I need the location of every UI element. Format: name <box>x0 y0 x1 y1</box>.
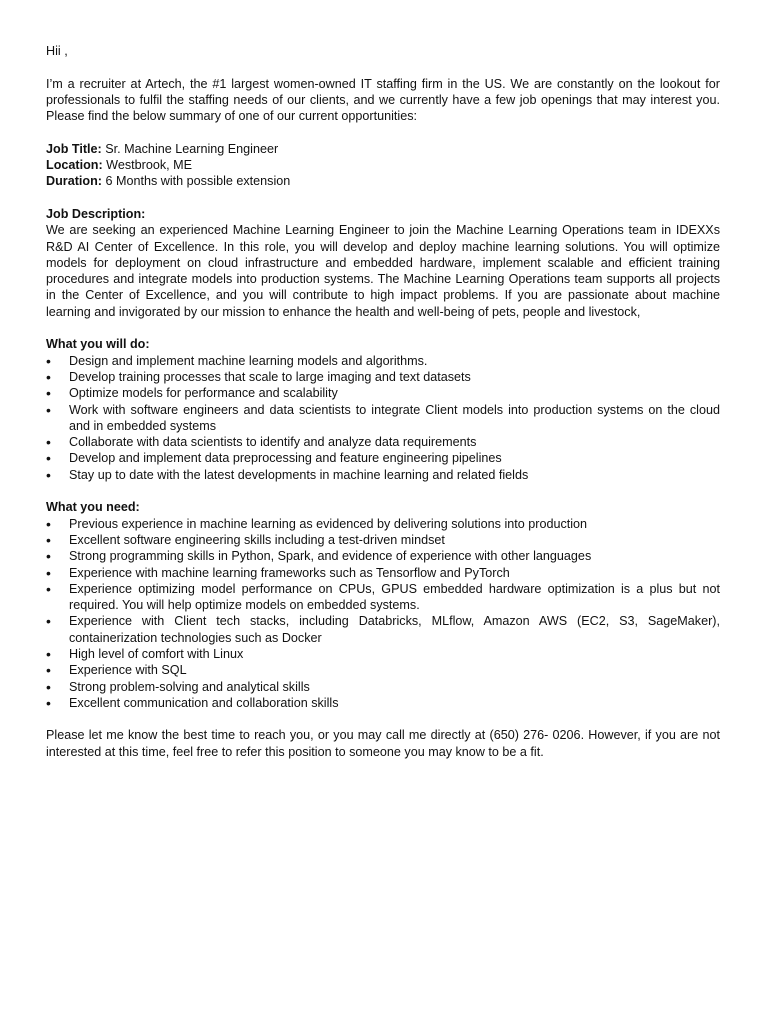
duration-line <box>46 173 720 189</box>
bullet-icon: • <box>46 401 51 418</box>
job-description-heading: Job Description: <box>46 206 146 221</box>
bullet-icon: • <box>46 368 51 385</box>
bullet-icon: • <box>46 580 51 597</box>
list-item: • Experience with machine learning frameworks such as Tensorflow and PyTorch <box>46 564 510 581</box>
bullet-icon: • <box>46 515 51 532</box>
list-item: • Develop training processes that scale to large imaging and text datasets <box>46 368 471 385</box>
job-title-value: Sr. Machine Learning Engineer <box>101 141 279 156</box>
bullet-icon: • <box>46 662 51 679</box>
bullet-icon: • <box>46 450 51 467</box>
list-item: • Strong problem-solving and analytical skills <box>46 678 310 695</box>
list-item: • Collaborate with data scientists to identify and analyze data requirements <box>46 434 477 451</box>
bullet-icon: • <box>46 694 51 711</box>
email-body <box>46 43 720 760</box>
job-title-line <box>46 141 720 157</box>
need-list <box>46 516 720 712</box>
list-item: • High level of comfort with Linux <box>46 645 244 662</box>
closing-paragraph: Please let me know the best time to reach you, or you may call me directly at (650) 276- 0206. However, if you are not interested at this time, feel free to refer this position to someone you may know to be a fit. <box>46 728 720 759</box>
job-summary <box>46 141 720 190</box>
duration-label: Duration: <box>46 174 102 189</box>
list-item: • Experience optimizing model performance on CPUs, GPUS embedded hardware optimization is a plus but not required. You will help optimize models on embedded systems. <box>46 580 720 613</box>
list-item: • Excellent communication and collaboration skills <box>46 694 339 711</box>
bullet-icon: • <box>46 613 51 630</box>
greeting: Hii , <box>46 44 68 58</box>
list-item: • Stay up to date with the latest developments in machine learning and related fields <box>46 466 529 483</box>
intro-paragraph: I’m a recruiter at Artech, the #1 largest women-owned IT staffing firm in the US. We are constantly on the lookout for professionals to fulfil the staffing needs of our clients, and we currently have a few job openings that may interest you. Please find the below summary of one of our current opportunities: <box>46 76 720 124</box>
will-do-list <box>46 353 720 483</box>
bullet-icon: • <box>46 531 51 548</box>
list-item: • Develop and implement data preprocessing and feature engineering pipelines <box>46 450 502 467</box>
bullet-icon: • <box>46 564 51 581</box>
location-value: Westbrook, ME <box>102 158 193 173</box>
bullet-icon: • <box>46 434 51 451</box>
location-label: Location: <box>46 158 103 173</box>
list-item: • Optimize models for performance and scalability <box>46 385 338 402</box>
bullet-icon: • <box>46 385 51 402</box>
list-item: • Strong programming skills in Python, Spark, and evidence of experience with other languages <box>46 548 592 565</box>
job-title-label: Job Title: <box>46 141 102 156</box>
need-heading: What you need: <box>46 500 140 515</box>
location-line <box>46 157 720 173</box>
list-item: • Previous experience in machine learning as evidenced by delivering solutions into production <box>46 515 588 532</box>
bullet-icon: • <box>46 548 51 565</box>
bullet-icon: • <box>46 678 51 695</box>
job-description <box>46 206 720 320</box>
will-do-section <box>46 336 720 483</box>
bullet-icon: • <box>46 645 51 662</box>
list-item: • Work with software engineers and data scientists to integrate Client models into production systems on the cloud and in embedded systems <box>46 401 720 433</box>
bullet-icon: • <box>46 352 51 369</box>
will-do-heading: What you will do: <box>46 337 150 352</box>
list-item: • Design and implement machine learning models and algorithms. <box>46 352 428 369</box>
list-item: • Excellent software engineering skills including a test-driven mindset <box>46 531 445 548</box>
need-section <box>46 499 720 711</box>
list-item: • Experience with SQL <box>46 662 187 679</box>
list-item: • Experience with Client tech stacks, including Databricks, MLflow, Amazon AWS (EC2, S3, SageMaker), containerization technologies such as Docker <box>46 613 720 645</box>
bullet-icon: • <box>46 466 51 483</box>
job-description-text: We are seeking an experienced Machine Learning Engineer to join the Machine Learning Operations team in IDEXXs R&D AI Center of Excellence. In this role, you will develop and deploy machine learning solutions. You will optimize models for deployment on cloud infrastructure and embedded hardware, implement scalable and efficient training procedures and integrate models into production systems. The Machine Learning Operations team supports all projects in the Center of Excellence, and you will contribute to high impact problems. If you are passionate about machine learning and invigorated by our mission to enhance the health and well-being of pets, people and livestock, <box>46 223 720 319</box>
duration-value: 6 Months with possible extension <box>101 174 291 189</box>
